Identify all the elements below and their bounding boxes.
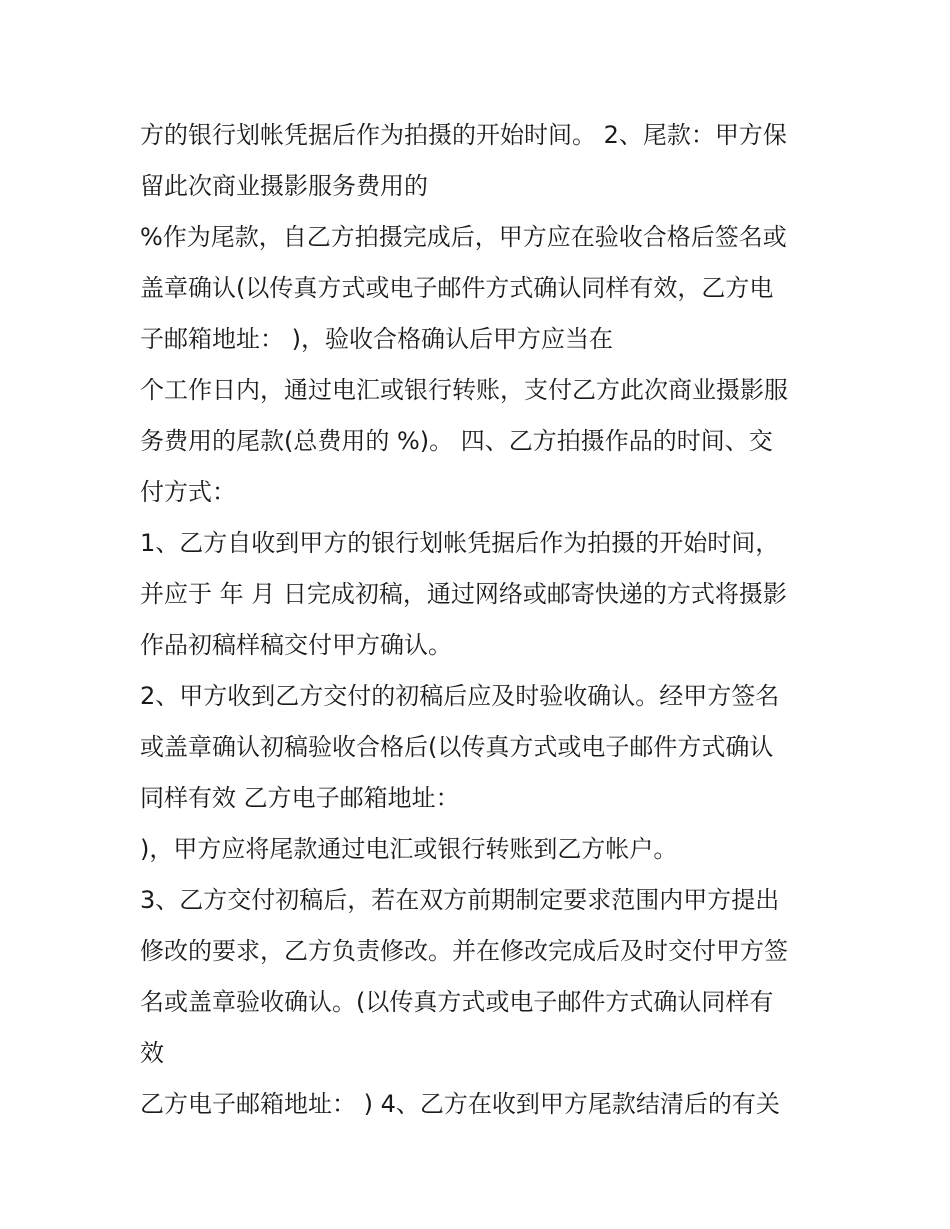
text-line: 修改的要求，乙方负责修改。并在修改完成后及时交付甲方签 [140, 937, 788, 965]
text-line: 作品初稿样稿交付甲方确认。 [140, 631, 452, 659]
text-line: 3、乙方交付初稿后，若在双方前期制定要求范围内甲方提出 [140, 886, 780, 914]
text-line: 或盖章确认初稿验收合格后(以传真方式或电子邮件方式确认 [140, 733, 774, 761]
text-line: 同样有效 乙方电子邮箱地址： [140, 784, 460, 812]
text-line: 个工作日内，通过电汇或银行转账，支付乙方此次商业摄影服 [140, 376, 788, 404]
text-line: %作为尾款，自乙方拍摄完成后，甲方应在验收合格后签名或 [140, 223, 787, 251]
text-line: 方的银行划帐凭据后作为拍摄的开始时间。 2、尾款：甲方保 [140, 121, 787, 149]
text-line: 付方式： [140, 478, 236, 506]
text-line: 务费用的尾款(总费用的 %)。 四、乙方拍摄作品的时间、交 [140, 427, 773, 455]
text-line: )，甲方应将尾款通过电汇或银行转账到乙方帐户。 [140, 835, 678, 863]
text-line: 并应于 年 月 日完成初稿，通过网络或邮寄快递的方式将摄影 [140, 580, 787, 608]
text-line: 名或盖章验收确认。(以传真方式或电子邮件方式确认同样有 [140, 988, 774, 1016]
text-line: 1、乙方自收到甲方的银行划帐凭据后作为拍摄的开始时间， [140, 529, 780, 557]
text-line: 留此次商业摄影服务费用的 [140, 172, 428, 200]
text-line: 乙方电子邮箱地址： ) 4、乙方在收到甲方尾款结清后的有关 [140, 1090, 780, 1118]
text-line: 效 [140, 1039, 164, 1067]
contract-text-body [140, 110, 830, 1130]
text-line: 子邮箱地址： )，验收合格确认后甲方应当在 [140, 325, 613, 353]
text-line: 2、甲方收到乙方交付的初稿后应及时验收确认。经甲方签名 [140, 682, 780, 710]
text-line: 盖章确认(以传真方式或电子邮件方式确认同样有效，乙方电 [140, 274, 774, 302]
